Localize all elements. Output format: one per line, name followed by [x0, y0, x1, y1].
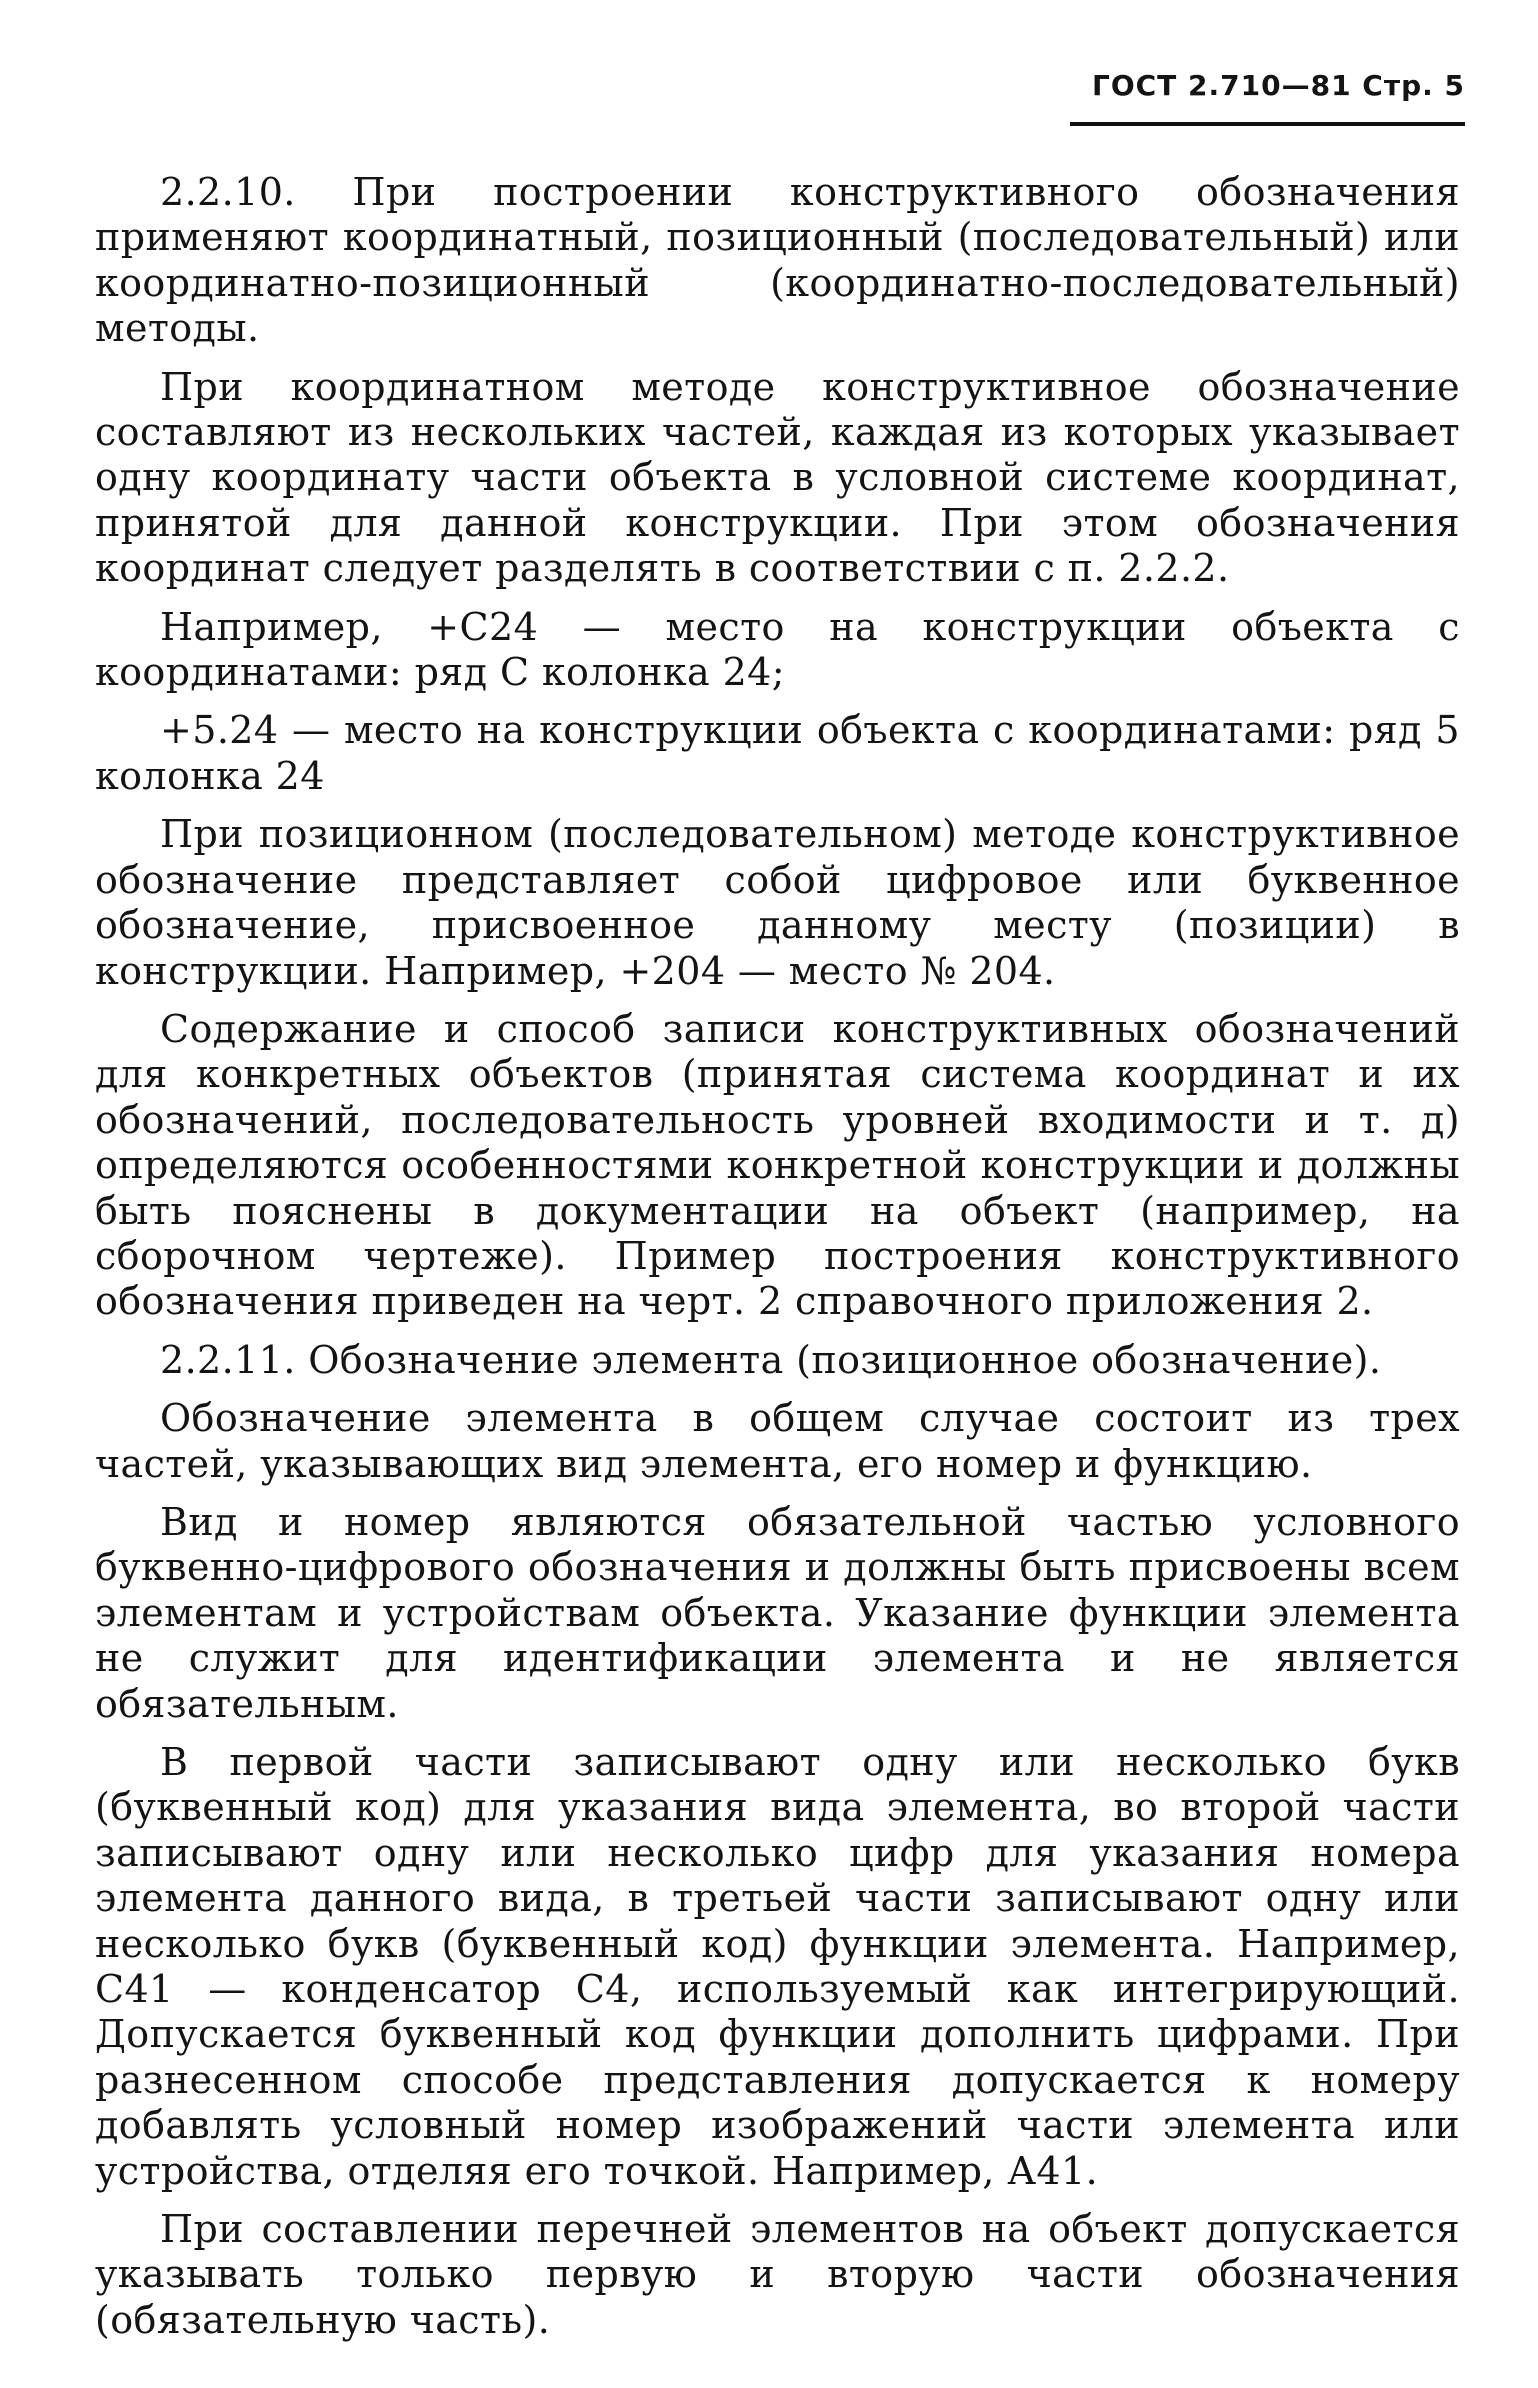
paragraph-coordinate-method: При координатном методе конструктивное обозначение составляют из нескольких частей, каждая из которых указывает одну координату части объекта в условной системе координат, принятой для данной конструкции. При этом обозначения координат следует разделять в соответствии с п. 2.2.2. [95, 364, 1460, 591]
paragraph-positional-method: При позиционном (последовательном) методе конструктивное обозначение представляет собой цифровое или буквенное обозначение, присвоенное данному месту (позиции) в конструкции. Например, +204 — место № 204. [95, 812, 1460, 993]
header-text: ГОСТ 2.710—81 Стр. 5 [1091, 69, 1465, 102]
paragraph-element-designation: Обозначение элемента в общем случае состоит из трех частей, указывающих вид элемента, его номер и функцию. [95, 1396, 1460, 1486]
paragraph-type-and-number: Вид и номер являются обязательной частью условного буквенно-цифрового обозначения и должны быть присвоены всем элементам и устройствам объекта. Указание функции элемента не служит для идентификации элемента и не является обязательным. [95, 1499, 1460, 1726]
paragraph-example-5-24: +5.24 — место на конструкции объекта с координатами: ряд 5 колонка 24 [95, 708, 1460, 798]
paragraph-content-and-recording: Содержание и способ записи конструктивных обозначений для конкретных объектов (принятая система координат и их обозначений, последовательность уровней входимости и т. д) определяются особенностями конкретной конструкции и должны быть пояснены в документации на объект (например, на сборочном чертеже). Пример построения конструктивного обозначения приведен на черт. 2 справочного приложения 2. [95, 1006, 1460, 1324]
paragraph-first-part: В первой части записывают одну или несколько букв (буквенный код) для указания вида элемента, во второй части записывают одну или несколько цифр для указания номера элемента данного вида, в третьей части записывают одну или несколько букв (буквенный код) функции элемента. Например, С41 — конденсатор С4, используемый как интегрирующий. Допускается буквенный код функции дополнить цифрами. При разнесенном способе представления допускается к номеру добавлять условный номер изображений части элемента или устройства, отделяя его точкой. Например, А41. [95, 1740, 1460, 2193]
page-header [1070, 66, 1465, 126]
paragraph-example-c24: Например, +С24 — место на конструкции объекта с координатами: ряд С колонка 24; [95, 604, 1460, 695]
paragraph-element-lists: При составлении перечней элементов на объект допускается указывать только первую и вторую части обозначения (обязательную часть). [95, 2207, 1460, 2342]
document-body [95, 170, 1460, 2356]
paragraph-2-2-11: 2.2.11. Обозначение элемента (позиционное обозначение). [160, 1337, 1382, 1382]
paragraph-2-2-10: 2.2.10. При построении конструктивного обозначения применяют координатный, позиционный (последовательный) или координатно-позиционный (координатно-последовательный) методы. [95, 170, 1460, 351]
